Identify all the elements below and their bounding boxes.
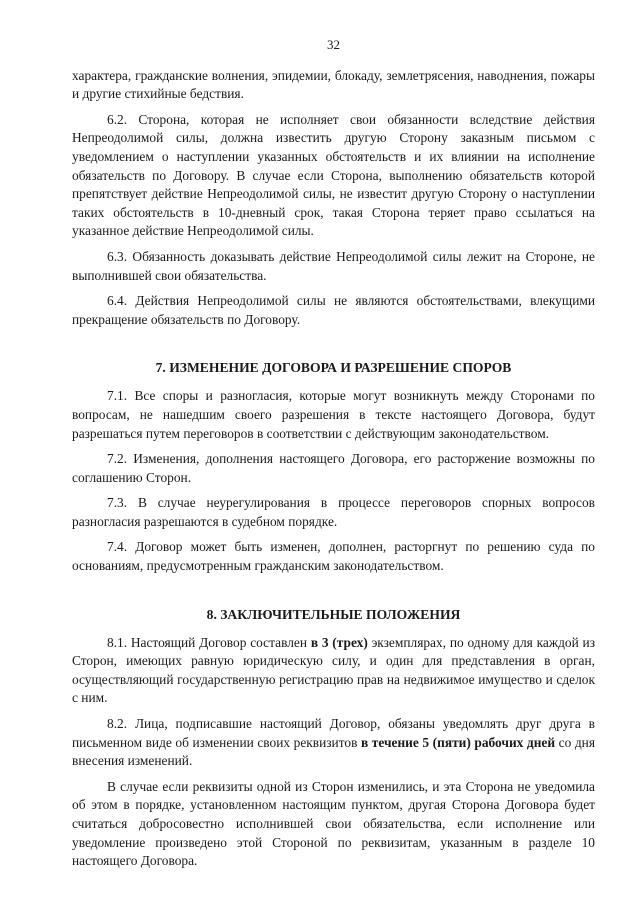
paragraph-6-3: 6.3. Обязанность доказывать действие Непреодолимой силы лежит на Стороне, не выполнившей свои обязательства.: [72, 248, 595, 283]
section-7-heading: 7. ИЗМЕНЕНИЕ ДОГОВОРА И РАЗРЕШЕНИЕ СПОРОВ: [155, 360, 512, 376]
paragraph-7-3: 7.3. В случае неурегулирования в процессе переговоров спорных вопросов разногласия разрешаются в судебном порядке.: [72, 495, 595, 529]
page-number: 32: [327, 37, 340, 52]
paragraph-8-1: [72, 634, 595, 708]
paragraph-7-2: 7.2. Изменения, дополнения настоящего Договора, его расторжение возможны по соглашению Сторон.: [72, 451, 595, 485]
paragraph-6-4: 6.4. Действия Непреодолимой силы не являются обстоятельствами, влекущими прекращение обязательств по Договору.: [72, 293, 595, 327]
paragraph-8-2-bold: в течение 5 (пяти) рабочих дней: [360, 734, 556, 750]
paragraph-8-2-requisites-change: В случае если реквизиты одной из Сторон изменились, и эта Сторона не уведомила об этом в порядке, установленном настоящим пунктом, другая Сторона Договора будет считаться добросовестно исполнившей свои обязательства, если исполнение или уведомление произведено этой Стороной по реквизитам, указанным в разделе 10 настоящего Договора.: [72, 778, 595, 869]
paragraph-8-1-text-c: экземплярах, по одному для каждой из Сторон, имеющих равную юридическую силу, и один для представления в орган, осуществляющий государственную регистрацию прав на недвижимое имущество и сделок с ним.: [72, 634, 595, 706]
paragraph-6-2: 6.2. Сторона, которая не исполняет свои обязанности вследствие действия Непреодолимой силы, должна известить другую Сторону заказным письмом с уведомлением о наступлении указанных обстоятельств и их влиянии на исполнение обязательств по Договору. В случае если Сторона, выполнению обязательств которой препятствует действие Непреодолимой силы, не известит другую Сторону о наступлении таких обстоятельств в 10-дневный срок, такая Сторона теряет право ссылаться на указанное действие Непреодолимой силы.: [72, 111, 595, 239]
section-8-heading: 8. ЗАКЛЮЧИТЕЛЬНЫЕ ПОЛОЖЕНИЯ: [206, 606, 461, 622]
paragraph-7-4: 7.4. Договор может быть изменен, дополнен, расторгнут по решению суда по основаниям, предусмотренным гражданским законодательством.: [72, 539, 595, 574]
paragraph-8-1-text-a: 8.1. Настоящий Договор составлен: [107, 634, 311, 650]
paragraph-8-2-text-a: 8.2. Лица, подписавшие настоящий Договор, обязаны уведомлять друг друга в письменном виде об изменении своих реквизитов: [72, 716, 595, 750]
paragraph-8-1-bold: в 3 (трех): [310, 634, 368, 650]
paragraph-6-1-continuation: характера, гражданские волнения, эпидемии, блокаду, землетрясения, наводнения, пожары и другие стихийные бедствия.: [72, 67, 595, 102]
paragraph-8-2-text-c: со дня внесения изменений.: [72, 734, 595, 769]
paragraph-8-2: [72, 715, 595, 771]
paragraph-7-1: 7.1. Все споры и разногласия, которые могут возникнуть между Сторонами по вопросам, не нашедшим своего разрешения в тексте настоящего Договора, будут разрешаться путем переговоров в соответствии с действующим законодательством.: [72, 388, 595, 441]
